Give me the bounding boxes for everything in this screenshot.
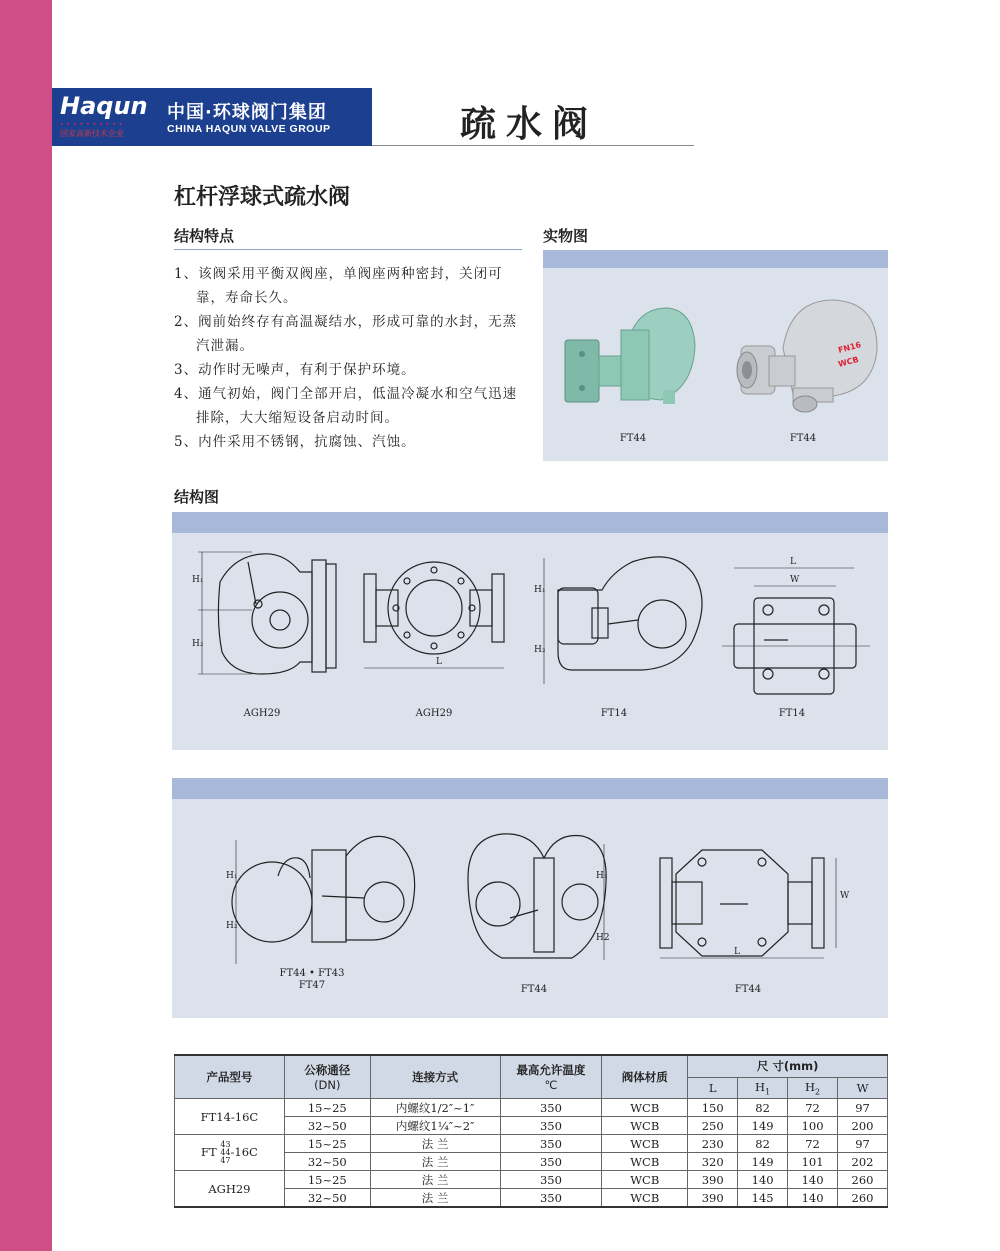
ft14-plan-drawing xyxy=(722,568,870,694)
cell-connection: 法 兰 xyxy=(370,1189,500,1208)
structure-panel-1 xyxy=(172,512,888,750)
cell-dn: 15~25 xyxy=(284,1135,370,1153)
header-dimensions: 尺 寸(mm) xyxy=(688,1055,888,1077)
diagram-caption-ft44-plan: FT44 xyxy=(734,984,762,995)
ft44-plan-drawing xyxy=(660,850,836,958)
dim-label-h1-ft44-mid: H₁ xyxy=(596,871,608,881)
dim-label-l-ft44: L xyxy=(734,947,740,957)
feature-item: 4、通气初始，阀门全部开启，低温冷凝水和空气迅速排除，大大缩短设备启动时间。 xyxy=(174,386,518,426)
cell-h1: 149 xyxy=(738,1153,788,1171)
company-name-en: CHINA HAQUN VALVE GROUP xyxy=(167,123,331,135)
cell-temperature: 350 xyxy=(500,1171,602,1189)
cell-l: 150 xyxy=(688,1099,738,1117)
dim-label-w-ft14: W xyxy=(790,575,800,585)
dim-label-h1-ft14: H₁ xyxy=(534,585,546,595)
photo-caption-2: FT44 xyxy=(789,433,817,444)
cell-h2: 140 xyxy=(788,1171,838,1189)
table-row xyxy=(175,1171,888,1189)
feature-item: 2、阀前始终存有高温凝结水，形成可靠的水封，无蒸汽泄漏。 xyxy=(174,314,518,354)
cell-l: 320 xyxy=(688,1153,738,1171)
feature-item: 3、动作时无噪声，有利于保护环境。 xyxy=(174,362,416,378)
structure-panel-2 xyxy=(172,778,888,1018)
silver-valve-photo xyxy=(737,300,877,412)
cell-temperature: 350 xyxy=(500,1135,602,1153)
diagram-caption-ft44-ft43: FT44 • FT43 xyxy=(279,968,345,979)
agh29-front-drawing xyxy=(364,562,504,668)
cell-h1: 149 xyxy=(738,1117,788,1135)
header-h1: $H_1$ xyxy=(738,1077,788,1098)
product-photos xyxy=(543,250,888,461)
cell-w: 200 xyxy=(838,1117,888,1135)
cell-connection: 法 兰 xyxy=(370,1135,500,1153)
diagram-caption-agh29-a: AGH29 xyxy=(243,708,281,719)
model-ft14: FT14-16C xyxy=(175,1099,285,1135)
cell-l: 250 xyxy=(688,1117,738,1135)
cell-h2: 72 xyxy=(788,1099,838,1117)
cell-h1: 82 xyxy=(738,1135,788,1153)
dim-label-h2: H₂ xyxy=(192,639,204,649)
header-w: W xyxy=(838,1077,888,1098)
cell-material: WCB xyxy=(602,1153,688,1171)
green-valve-photo xyxy=(565,308,695,404)
page-title: 疏水阀 xyxy=(460,103,599,145)
side-accent-bar xyxy=(0,0,52,1251)
table-row xyxy=(175,1099,888,1117)
dim-label-h1: H₁ xyxy=(192,575,204,585)
ft44-ft43-ft47-drawing xyxy=(232,836,415,964)
cell-material: WCB xyxy=(602,1117,688,1135)
cell-h2: 101 xyxy=(788,1153,838,1171)
cell-temperature: 350 xyxy=(500,1117,602,1135)
feature-item: 5、内件采用不锈钢，抗腐蚀、汽蚀。 xyxy=(174,434,416,450)
cell-h1: 145 xyxy=(738,1189,788,1208)
cell-material: WCB xyxy=(602,1099,688,1117)
brand-dots: •••••••••• xyxy=(60,121,126,128)
features-list xyxy=(174,262,529,454)
product-photo-panel xyxy=(543,250,888,461)
header-l: L xyxy=(688,1077,738,1098)
cell-w: 97 xyxy=(838,1099,888,1117)
photos-heading: 实物图 xyxy=(543,227,589,245)
table-row xyxy=(175,1135,888,1153)
cell-l: 230 xyxy=(688,1135,738,1153)
cell-dn: 32~50 xyxy=(284,1153,370,1171)
dim-label-h1-ft44: H₁ xyxy=(226,871,238,881)
valve-marking-fn16: FN16 xyxy=(837,340,863,355)
diagram-caption-agh29-b: AGH29 xyxy=(415,708,453,719)
structure-heading: 结构图 xyxy=(174,488,220,506)
cell-dn: 15~25 xyxy=(284,1171,370,1189)
cell-h2: 72 xyxy=(788,1135,838,1153)
cell-dn: 32~50 xyxy=(284,1117,370,1135)
brand-slogan: 国家高新技术企业 xyxy=(60,129,124,138)
diagram-caption-ft47: FT47 xyxy=(298,980,326,991)
model-agh29: AGH29 xyxy=(175,1171,285,1208)
cell-w: 97 xyxy=(838,1135,888,1153)
photo-caption-1: FT44 xyxy=(619,433,647,444)
cell-connection: 内螺纹1/2″~1″ xyxy=(370,1099,500,1117)
header-connection: 连接方式 xyxy=(370,1055,500,1099)
header-model: 产品型号 xyxy=(175,1055,285,1099)
cell-connection: 法 兰 xyxy=(370,1153,500,1171)
cell-h2: 100 xyxy=(788,1117,838,1135)
cell-l: 390 xyxy=(688,1189,738,1208)
features-divider xyxy=(174,249,522,250)
cell-l: 390 xyxy=(688,1171,738,1189)
dim-label-l: L xyxy=(436,657,442,667)
cell-material: WCB xyxy=(602,1135,688,1153)
cell-w: 260 xyxy=(838,1171,888,1189)
model-ft44-43-47: FT 43 44 47-16C xyxy=(175,1135,285,1171)
dim-label-w-ft44: W xyxy=(840,891,850,901)
cell-dn: 32~50 xyxy=(284,1189,370,1208)
feature-item: 1、该阀采用平衡双阀座，单阀座两种密封，关闭可靠，寿命长久。 xyxy=(174,266,503,306)
agh29-section-drawing xyxy=(198,552,336,674)
ft14-section-drawing xyxy=(544,557,702,684)
dim-label-h2-ft14: H₂ xyxy=(534,645,546,655)
ft44-section-drawing xyxy=(468,834,606,960)
header-temperature: 最高允许温度 ℃ xyxy=(500,1055,602,1099)
dim-label-h2-ft44: H₂ xyxy=(226,921,238,931)
cell-connection: 法 兰 xyxy=(370,1171,500,1189)
brand-logo: Haqun xyxy=(60,92,148,120)
dim-label-l-ft14: L xyxy=(790,557,796,567)
cell-h2: 140 xyxy=(788,1189,838,1208)
header-dn: 公称通径 (DN) xyxy=(284,1055,370,1099)
features-heading: 结构特点 xyxy=(174,227,235,245)
diagram-caption-ft14-a: FT14 xyxy=(600,708,628,719)
title-divider xyxy=(372,145,694,146)
cell-connection: 内螺纹1¼″~2″ xyxy=(370,1117,500,1135)
valve-marking-wcb: WCB xyxy=(837,354,860,369)
diagram-caption-ft44-mid: FT44 xyxy=(520,984,548,995)
cell-material: WCB xyxy=(602,1189,688,1208)
cell-dn: 15~25 xyxy=(284,1099,370,1117)
dim-label-h2-ft44-mid: H2 xyxy=(596,933,610,943)
specification-table xyxy=(174,1054,888,1208)
table-header-row xyxy=(175,1055,888,1077)
header-material: 阀体材质 xyxy=(602,1055,688,1099)
cell-temperature: 350 xyxy=(500,1189,602,1208)
cell-temperature: 350 xyxy=(500,1153,602,1171)
cell-w: 202 xyxy=(838,1153,888,1171)
cell-w: 260 xyxy=(838,1189,888,1208)
company-name-cn: 中国·环球阀门集团 xyxy=(167,102,327,123)
product-title: 杠杆浮球式疏水阀 xyxy=(174,185,351,210)
diagram-caption-ft14-b: FT14 xyxy=(778,708,806,719)
cell-temperature: 350 xyxy=(500,1099,602,1117)
cell-h1: 140 xyxy=(738,1171,788,1189)
company-logo-band xyxy=(52,88,372,146)
cell-h1: 82 xyxy=(738,1099,788,1117)
cell-material: WCB xyxy=(602,1171,688,1189)
header-h2: $H_2$ xyxy=(788,1077,838,1098)
